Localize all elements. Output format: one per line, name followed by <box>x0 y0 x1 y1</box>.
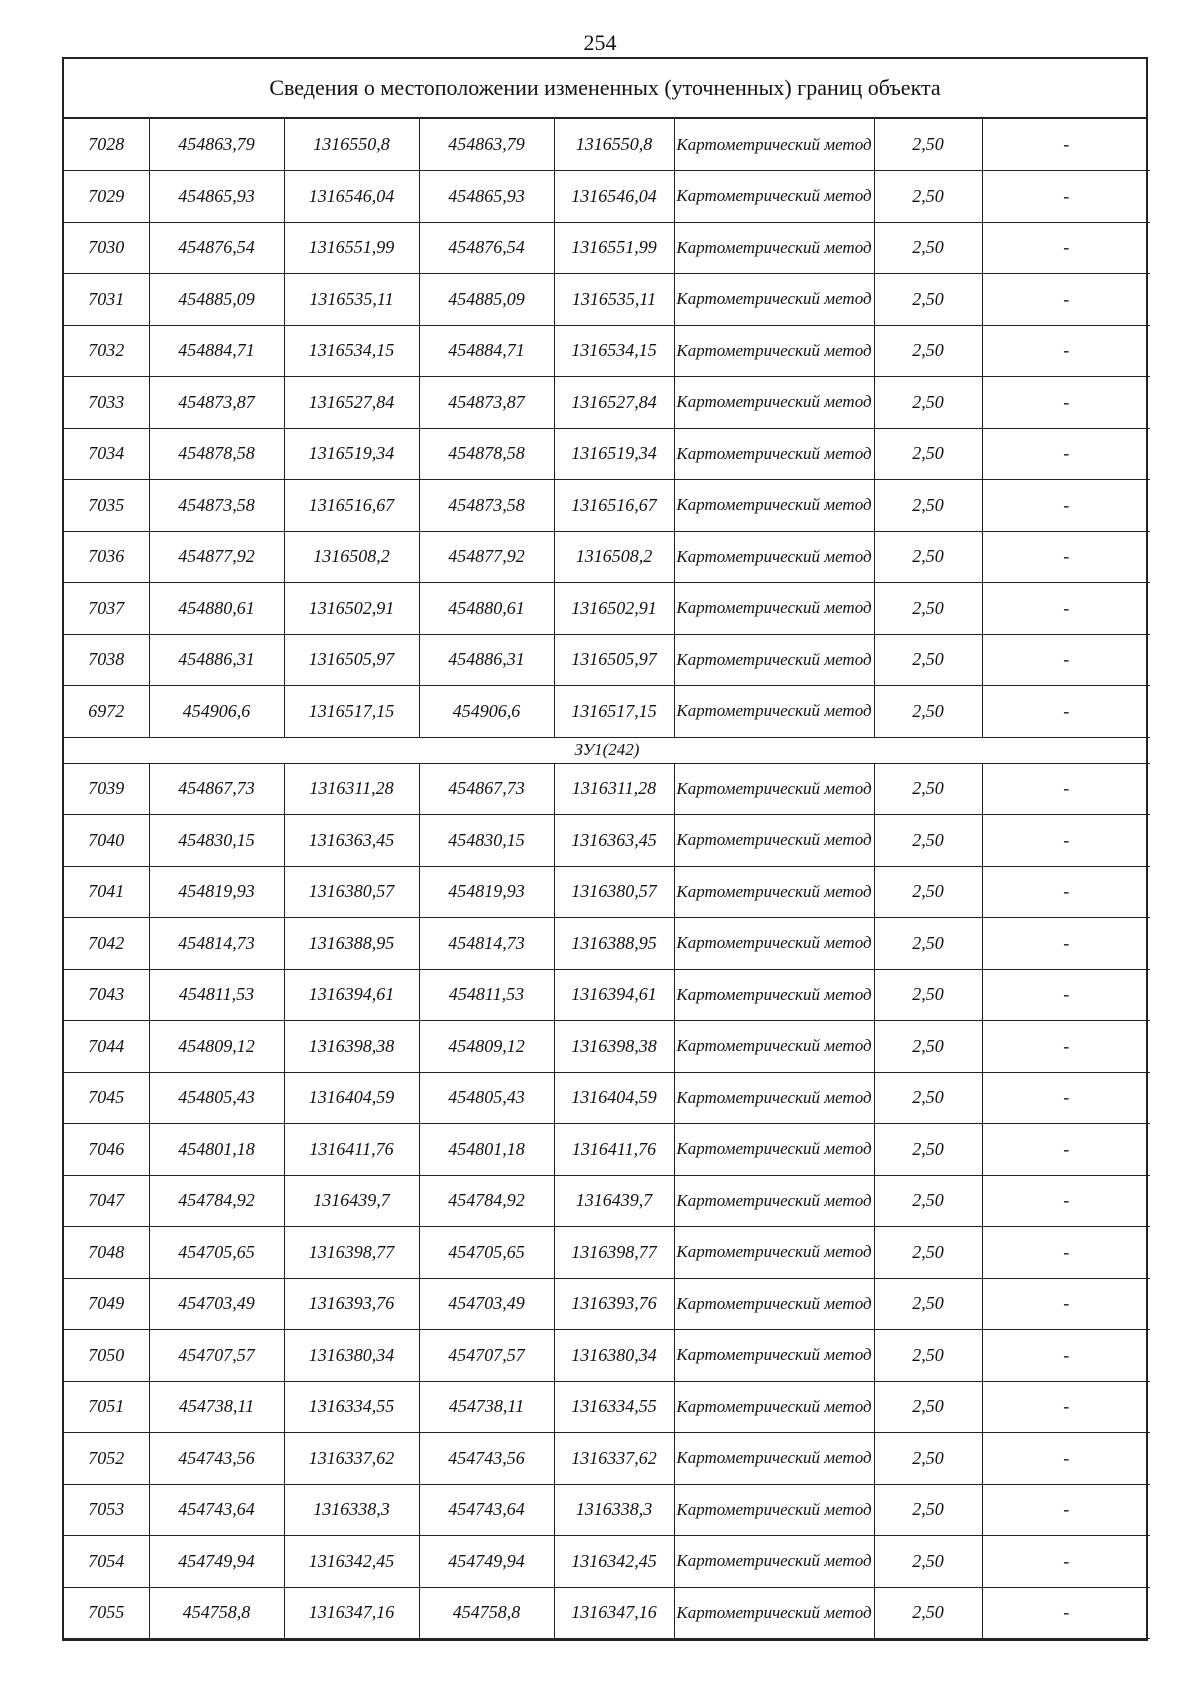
method-cell: Картометрический метод <box>674 222 874 274</box>
point-id-cell: 7046 <box>64 1124 149 1176</box>
table-row <box>64 325 1150 377</box>
x-old-cell: 454758,8 <box>149 1587 284 1639</box>
method-cell: Картометрический метод <box>674 325 874 377</box>
method-cell: Картометрический метод <box>674 1587 874 1639</box>
table-row <box>64 1433 1150 1485</box>
precision-cell: 2,50 <box>874 634 982 686</box>
table-row <box>64 531 1150 583</box>
method-cell: Картометрический метод <box>674 815 874 867</box>
description-cell: - <box>982 1330 1150 1382</box>
x-old-cell: 454865,93 <box>149 171 284 223</box>
table-row <box>64 1536 1150 1588</box>
x-new-cell: 454703,49 <box>419 1278 554 1330</box>
x-old-cell: 454703,49 <box>149 1278 284 1330</box>
description-cell: - <box>982 1227 1150 1279</box>
table-row <box>64 1124 1150 1176</box>
point-id-cell: 7030 <box>64 222 149 274</box>
x-old-cell: 454743,64 <box>149 1484 284 1536</box>
point-id-cell: 7031 <box>64 274 149 326</box>
point-id-cell: 7049 <box>64 1278 149 1330</box>
y-new-cell: 1316534,15 <box>554 325 674 377</box>
description-cell: - <box>982 1278 1150 1330</box>
point-id-cell: 6972 <box>64 686 149 738</box>
method-cell: Картометрический метод <box>674 763 874 815</box>
y-new-cell: 1316527,84 <box>554 377 674 429</box>
x-new-cell: 454743,64 <box>419 1484 554 1536</box>
x-old-cell: 454743,56 <box>149 1433 284 1485</box>
method-cell: Картометрический метод <box>674 634 874 686</box>
description-cell: - <box>982 969 1150 1021</box>
x-old-cell: 454749,94 <box>149 1536 284 1588</box>
point-id-cell: 7034 <box>64 428 149 480</box>
description-cell: - <box>982 222 1150 274</box>
x-new-cell: 454749,94 <box>419 1536 554 1588</box>
x-old-cell: 454906,6 <box>149 686 284 738</box>
method-cell: Картометрический метод <box>674 918 874 970</box>
method-cell: Картометрический метод <box>674 119 874 171</box>
y-old-cell: 1316393,76 <box>284 1278 419 1330</box>
method-cell: Картометрический метод <box>674 583 874 635</box>
precision-cell: 2,50 <box>874 428 982 480</box>
table-row <box>64 377 1150 429</box>
x-new-cell: 454880,61 <box>419 583 554 635</box>
y-new-cell: 1316505,97 <box>554 634 674 686</box>
x-new-cell: 454830,15 <box>419 815 554 867</box>
precision-cell: 2,50 <box>874 325 982 377</box>
x-old-cell: 454809,12 <box>149 1021 284 1073</box>
y-old-cell: 1316502,91 <box>284 583 419 635</box>
table-row <box>64 634 1150 686</box>
y-old-cell: 1316517,15 <box>284 686 419 738</box>
method-cell: Картометрический метод <box>674 1536 874 1588</box>
x-new-cell: 454801,18 <box>419 1124 554 1176</box>
description-cell: - <box>982 634 1150 686</box>
point-id-cell: 7029 <box>64 171 149 223</box>
method-cell: Картометрический метод <box>674 1381 874 1433</box>
y-old-cell: 1316404,59 <box>284 1072 419 1124</box>
x-new-cell: 454863,79 <box>419 119 554 171</box>
x-old-cell: 454705,65 <box>149 1227 284 1279</box>
y-new-cell: 1316334,55 <box>554 1381 674 1433</box>
x-new-cell: 454876,54 <box>419 222 554 274</box>
y-old-cell: 1316380,34 <box>284 1330 419 1382</box>
method-cell: Картометрический метод <box>674 1072 874 1124</box>
x-old-cell: 454707,57 <box>149 1330 284 1382</box>
description-cell: - <box>982 815 1150 867</box>
y-old-cell: 1316505,97 <box>284 634 419 686</box>
x-new-cell: 454814,73 <box>419 918 554 970</box>
y-new-cell: 1316439,7 <box>554 1175 674 1227</box>
x-new-cell: 454758,8 <box>419 1587 554 1639</box>
y-new-cell: 1316517,15 <box>554 686 674 738</box>
description-cell: - <box>982 325 1150 377</box>
y-new-cell: 1316516,67 <box>554 480 674 532</box>
y-new-cell: 1316502,91 <box>554 583 674 635</box>
table-row <box>64 583 1150 635</box>
y-old-cell: 1316551,99 <box>284 222 419 274</box>
method-cell: Картометрический метод <box>674 1278 874 1330</box>
x-new-cell: 454819,93 <box>419 866 554 918</box>
table-row <box>64 1227 1150 1279</box>
y-new-cell: 1316398,77 <box>554 1227 674 1279</box>
x-old-cell: 454805,43 <box>149 1072 284 1124</box>
x-old-cell: 454878,58 <box>149 428 284 480</box>
method-cell: Картометрический метод <box>674 1175 874 1227</box>
x-new-cell: 454705,65 <box>419 1227 554 1279</box>
description-cell: - <box>982 531 1150 583</box>
table-row <box>64 480 1150 532</box>
precision-cell: 2,50 <box>874 969 982 1021</box>
y-new-cell: 1316398,38 <box>554 1021 674 1073</box>
y-new-cell: 1316363,45 <box>554 815 674 867</box>
point-id-cell: 7041 <box>64 866 149 918</box>
description-cell: - <box>982 918 1150 970</box>
y-new-cell: 1316380,57 <box>554 866 674 918</box>
method-cell: Картометрический метод <box>674 531 874 583</box>
y-new-cell: 1316404,59 <box>554 1072 674 1124</box>
y-old-cell: 1316411,76 <box>284 1124 419 1176</box>
y-new-cell: 1316311,28 <box>554 763 674 815</box>
table-row <box>64 1175 1150 1227</box>
y-old-cell: 1316439,7 <box>284 1175 419 1227</box>
point-id-cell: 7038 <box>64 634 149 686</box>
precision-cell: 2,50 <box>874 918 982 970</box>
precision-cell: 2,50 <box>874 377 982 429</box>
description-cell: - <box>982 480 1150 532</box>
table-row <box>64 274 1150 326</box>
method-cell: Картометрический метод <box>674 686 874 738</box>
x-old-cell: 454814,73 <box>149 918 284 970</box>
y-old-cell: 1316342,45 <box>284 1536 419 1588</box>
table-row <box>64 1330 1150 1382</box>
point-id-cell: 7053 <box>64 1484 149 1536</box>
y-new-cell: 1316546,04 <box>554 171 674 223</box>
y-new-cell: 1316411,76 <box>554 1124 674 1176</box>
description-cell: - <box>982 1587 1150 1639</box>
description-cell: - <box>982 428 1150 480</box>
x-old-cell: 454738,11 <box>149 1381 284 1433</box>
table-row <box>64 222 1150 274</box>
point-id-cell: 7047 <box>64 1175 149 1227</box>
table-row <box>64 815 1150 867</box>
y-old-cell: 1316546,04 <box>284 171 419 223</box>
x-new-cell: 454805,43 <box>419 1072 554 1124</box>
y-old-cell: 1316394,61 <box>284 969 419 1021</box>
precision-cell: 2,50 <box>874 1278 982 1330</box>
precision-cell: 2,50 <box>874 1330 982 1382</box>
precision-cell: 2,50 <box>874 686 982 738</box>
x-old-cell: 454784,92 <box>149 1175 284 1227</box>
x-new-cell: 454873,58 <box>419 480 554 532</box>
x-old-cell: 454873,58 <box>149 480 284 532</box>
y-old-cell: 1316508,2 <box>284 531 419 583</box>
precision-cell: 2,50 <box>874 1536 982 1588</box>
method-cell: Картометрический метод <box>674 1433 874 1485</box>
x-old-cell: 454811,53 <box>149 969 284 1021</box>
precision-cell: 2,50 <box>874 222 982 274</box>
x-new-cell: 454811,53 <box>419 969 554 1021</box>
y-old-cell: 1316388,95 <box>284 918 419 970</box>
method-cell: Картометрический метод <box>674 171 874 223</box>
page-number: 254 <box>583 30 617 55</box>
method-cell: Картометрический метод <box>674 274 874 326</box>
method-cell: Картометрический метод <box>674 1021 874 1073</box>
y-old-cell: 1316347,16 <box>284 1587 419 1639</box>
x-new-cell: 454878,58 <box>419 428 554 480</box>
description-cell: - <box>982 1536 1150 1588</box>
precision-cell: 2,50 <box>874 1433 982 1485</box>
section-row <box>64 737 1150 763</box>
table-row <box>64 119 1150 171</box>
x-old-cell: 454830,15 <box>149 815 284 867</box>
y-old-cell: 1316338,3 <box>284 1484 419 1536</box>
description-cell: - <box>982 1021 1150 1073</box>
method-cell: Картометрический метод <box>674 1124 874 1176</box>
y-new-cell: 1316519,34 <box>554 428 674 480</box>
point-id-cell: 7044 <box>64 1021 149 1073</box>
precision-cell: 2,50 <box>874 531 982 583</box>
precision-cell: 2,50 <box>874 119 982 171</box>
point-id-cell: 7055 <box>64 1587 149 1639</box>
description-cell: - <box>982 1124 1150 1176</box>
precision-cell: 2,50 <box>874 583 982 635</box>
description-cell: - <box>982 274 1150 326</box>
x-new-cell: 454877,92 <box>419 531 554 583</box>
x-new-cell: 454743,56 <box>419 1433 554 1485</box>
description-cell: - <box>982 763 1150 815</box>
y-new-cell: 1316380,34 <box>554 1330 674 1382</box>
table-row <box>64 686 1150 738</box>
description-cell: - <box>982 1484 1150 1536</box>
point-id-cell: 7052 <box>64 1433 149 1485</box>
x-old-cell: 454880,61 <box>149 583 284 635</box>
x-new-cell: 454867,73 <box>419 763 554 815</box>
x-new-cell: 454886,31 <box>419 634 554 686</box>
point-id-cell: 7032 <box>64 325 149 377</box>
x-old-cell: 454884,71 <box>149 325 284 377</box>
precision-cell: 2,50 <box>874 274 982 326</box>
x-old-cell: 454886,31 <box>149 634 284 686</box>
x-new-cell: 454707,57 <box>419 1330 554 1382</box>
description-cell: - <box>982 1381 1150 1433</box>
point-id-cell: 7045 <box>64 1072 149 1124</box>
x-old-cell: 454873,87 <box>149 377 284 429</box>
y-new-cell: 1316550,8 <box>554 119 674 171</box>
x-new-cell: 454738,11 <box>419 1381 554 1433</box>
y-old-cell: 1316363,45 <box>284 815 419 867</box>
description-cell: - <box>982 583 1150 635</box>
x-old-cell: 454819,93 <box>149 866 284 918</box>
description-cell: - <box>982 686 1150 738</box>
x-old-cell: 454876,54 <box>149 222 284 274</box>
precision-cell: 2,50 <box>874 480 982 532</box>
table-row <box>64 969 1150 1021</box>
precision-cell: 2,50 <box>874 1021 982 1073</box>
y-old-cell: 1316519,34 <box>284 428 419 480</box>
table-row <box>64 1381 1150 1433</box>
point-id-cell: 7035 <box>64 480 149 532</box>
y-old-cell: 1316516,67 <box>284 480 419 532</box>
table-row <box>64 918 1150 970</box>
y-new-cell: 1316337,62 <box>554 1433 674 1485</box>
y-old-cell: 1316311,28 <box>284 763 419 815</box>
table-row <box>64 428 1150 480</box>
x-old-cell: 454885,09 <box>149 274 284 326</box>
y-new-cell: 1316388,95 <box>554 918 674 970</box>
x-old-cell: 454801,18 <box>149 1124 284 1176</box>
point-id-cell: 7051 <box>64 1381 149 1433</box>
y-new-cell: 1316394,61 <box>554 969 674 1021</box>
method-cell: Картометрический метод <box>674 428 874 480</box>
y-old-cell: 1316527,84 <box>284 377 419 429</box>
precision-cell: 2,50 <box>874 1072 982 1124</box>
x-new-cell: 454884,71 <box>419 325 554 377</box>
x-old-cell: 454877,92 <box>149 531 284 583</box>
method-cell: Картометрический метод <box>674 480 874 532</box>
method-cell: Картометрический метод <box>674 866 874 918</box>
point-id-cell: 7040 <box>64 815 149 867</box>
description-cell: - <box>982 1072 1150 1124</box>
precision-cell: 2,50 <box>874 1484 982 1536</box>
point-id-cell: 7028 <box>64 119 149 171</box>
x-old-cell: 454867,73 <box>149 763 284 815</box>
method-cell: Картометрический метод <box>674 1484 874 1536</box>
method-cell: Картометрический метод <box>674 969 874 1021</box>
y-new-cell: 1316338,3 <box>554 1484 674 1536</box>
point-id-cell: 7036 <box>64 531 149 583</box>
method-cell: Картометрический метод <box>674 1227 874 1279</box>
table-row <box>64 1484 1150 1536</box>
precision-cell: 2,50 <box>874 1175 982 1227</box>
precision-cell: 2,50 <box>874 1587 982 1639</box>
y-new-cell: 1316347,16 <box>554 1587 674 1639</box>
table-row <box>64 866 1150 918</box>
y-old-cell: 1316334,55 <box>284 1381 419 1433</box>
description-cell: - <box>982 377 1150 429</box>
precision-cell: 2,50 <box>874 815 982 867</box>
y-old-cell: 1316398,38 <box>284 1021 419 1073</box>
table-header: Сведения о местоположении измененных (уточненных) границ объекта <box>64 59 1146 119</box>
table-row <box>64 171 1150 223</box>
point-id-cell: 7039 <box>64 763 149 815</box>
description-cell: - <box>982 171 1150 223</box>
description-cell: - <box>982 1175 1150 1227</box>
y-new-cell: 1316508,2 <box>554 531 674 583</box>
point-id-cell: 7054 <box>64 1536 149 1588</box>
table-body <box>64 119 1150 1639</box>
table-row <box>64 1278 1150 1330</box>
point-id-cell: 7043 <box>64 969 149 1021</box>
x-new-cell: 454865,93 <box>419 171 554 223</box>
y-old-cell: 1316550,8 <box>284 119 419 171</box>
coordinates-sheet <box>62 57 1148 1641</box>
x-new-cell: 454906,6 <box>419 686 554 738</box>
precision-cell: 2,50 <box>874 1381 982 1433</box>
y-old-cell: 1316398,77 <box>284 1227 419 1279</box>
table-row <box>64 763 1150 815</box>
y-new-cell: 1316535,11 <box>554 274 674 326</box>
y-old-cell: 1316535,11 <box>284 274 419 326</box>
point-id-cell: 7050 <box>64 1330 149 1382</box>
precision-cell: 2,50 <box>874 763 982 815</box>
method-cell: Картометрический метод <box>674 377 874 429</box>
y-new-cell: 1316551,99 <box>554 222 674 274</box>
table-row <box>64 1587 1150 1639</box>
y-old-cell: 1316337,62 <box>284 1433 419 1485</box>
y-new-cell: 1316393,76 <box>554 1278 674 1330</box>
precision-cell: 2,50 <box>874 1124 982 1176</box>
point-id-cell: 7033 <box>64 377 149 429</box>
section-label: ЗУ1(242) <box>64 737 1150 763</box>
point-id-cell: 7037 <box>64 583 149 635</box>
precision-cell: 2,50 <box>874 866 982 918</box>
method-cell: Картометрический метод <box>674 1330 874 1382</box>
y-old-cell: 1316534,15 <box>284 325 419 377</box>
point-id-cell: 7042 <box>64 918 149 970</box>
precision-cell: 2,50 <box>874 1227 982 1279</box>
coordinates-table <box>64 119 1150 1639</box>
y-new-cell: 1316342,45 <box>554 1536 674 1588</box>
description-cell: - <box>982 1433 1150 1485</box>
x-new-cell: 454784,92 <box>419 1175 554 1227</box>
x-new-cell: 454809,12 <box>419 1021 554 1073</box>
description-cell: - <box>982 866 1150 918</box>
table-row <box>64 1072 1150 1124</box>
precision-cell: 2,50 <box>874 171 982 223</box>
description-cell: - <box>982 119 1150 171</box>
point-id-cell: 7048 <box>64 1227 149 1279</box>
table-row <box>64 1021 1150 1073</box>
x-old-cell: 454863,79 <box>149 119 284 171</box>
x-new-cell: 454873,87 <box>419 377 554 429</box>
x-new-cell: 454885,09 <box>419 274 554 326</box>
y-old-cell: 1316380,57 <box>284 866 419 918</box>
